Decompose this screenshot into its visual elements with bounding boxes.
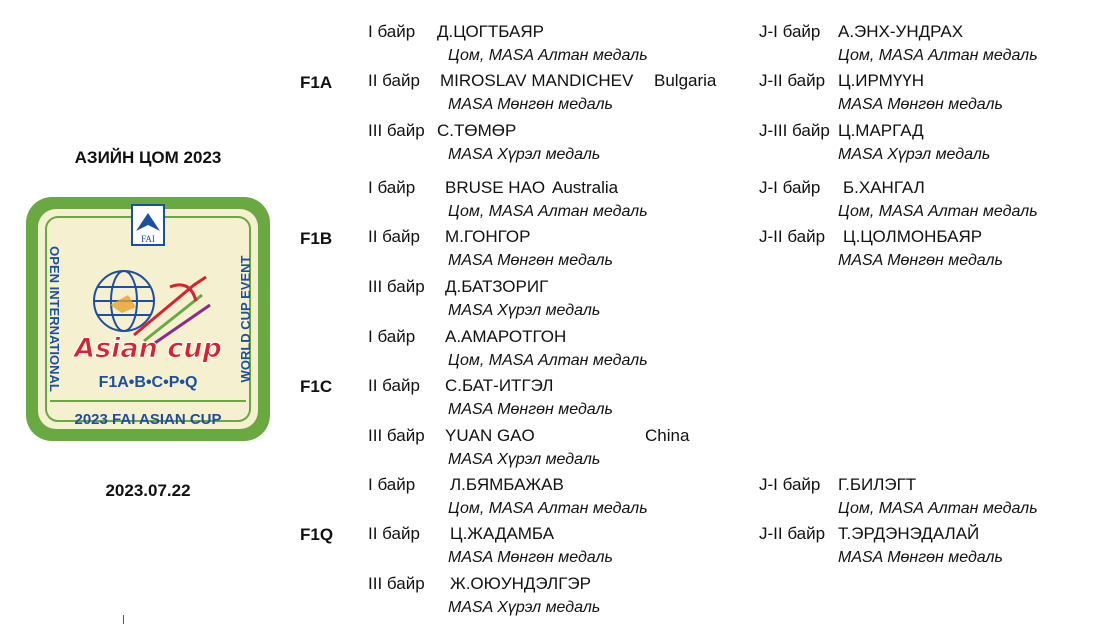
placement-label: I байр xyxy=(368,178,416,197)
page-title: АЗИЙН ЦОМ 2023 xyxy=(74,148,222,167)
winner-name: Д.ЦОГТБАЯР xyxy=(437,22,544,41)
junior-winner-name: Ц.МАРГАД xyxy=(838,120,924,140)
junior-award-text: MASA Мөнгөн медаль xyxy=(838,252,1003,270)
placement-label: I байр xyxy=(368,327,416,346)
divider xyxy=(123,615,124,624)
placement-label: II байр xyxy=(368,227,420,247)
logo-classes-text: F1A•B•C•P•Q xyxy=(98,374,198,391)
junior-award-text: MASA Мөнгөн медаль xyxy=(838,549,1003,567)
winner-name: MIROSLAV MANDICHEV xyxy=(440,71,634,91)
winner-country: Bulgaria xyxy=(654,71,717,91)
placement-label: II байр xyxy=(368,71,420,91)
award-text: MASA Хүрэл медаль xyxy=(448,301,601,319)
award-text: Цом, MASA Алтан медаль xyxy=(448,47,648,64)
award-text: Цом, MASA Алтан медаль xyxy=(448,500,648,517)
junior-award-text: Цом, MASA Алтан медаль xyxy=(838,47,1038,64)
junior-placement-label: J-II байр xyxy=(759,524,826,544)
winner-name: Ж.ОЮУНДЭЛГЭР xyxy=(450,573,591,593)
placement-label: II байр xyxy=(368,376,420,396)
event-date: 2023.07.22 xyxy=(105,481,191,500)
category-code: F1C xyxy=(300,377,333,396)
junior-placement-label: J-I байр xyxy=(759,178,821,197)
category-code: F1A xyxy=(300,73,333,92)
award-text: MASA Хүрэл медаль xyxy=(448,598,601,616)
logo-brand-text: Asian cup xyxy=(74,333,222,364)
junior-award-text: Цом, MASA Алтан медаль xyxy=(838,500,1038,517)
winner-name: YUAN GAO xyxy=(445,425,535,445)
junior-placement-label: J-I байр xyxy=(759,22,821,41)
junior-winner-name: Ц.ЦОЛМОНБАЯР xyxy=(843,227,983,247)
junior-placement-label: J-III байр xyxy=(759,120,830,140)
winner-name: Д.БАТЗОРИГ xyxy=(445,276,549,296)
junior-winner-name: Б.ХАНГАЛ xyxy=(843,178,925,197)
award-text: Цом, MASA Алтан медаль xyxy=(448,352,648,369)
winner-name: BRUSE HAO xyxy=(445,178,546,197)
logo-bottom-text: 2023 FAI ASIAN CUP xyxy=(74,411,222,428)
winner-name: Л.БЯМБАЖАВ xyxy=(450,475,564,494)
award-text: MASA Мөнгөн медаль xyxy=(448,96,613,114)
junior-award-text: MASA Мөнгөн медаль xyxy=(838,96,1003,114)
junior-placement-label: J-I байр xyxy=(759,475,821,494)
category-code: F1Q xyxy=(300,525,334,544)
logo-left-text: OPEN INTERNATIONAL xyxy=(47,246,62,392)
winner-name: Ц.ЖАДАМБА xyxy=(450,524,555,544)
placement-label: I байр xyxy=(368,475,416,494)
placement-label: III байр xyxy=(368,425,425,445)
placement-label: III байр xyxy=(368,120,425,140)
placement-label: I байр xyxy=(368,22,416,41)
asian-cup-logo xyxy=(24,195,272,443)
category-code: F1B xyxy=(300,229,333,248)
winner-name: С.БАТ-ИТГЭЛ xyxy=(445,376,554,396)
winner-name: А.АМАРОТГОН xyxy=(445,327,567,346)
winner-country: Australia xyxy=(552,178,619,197)
junior-winner-name: А.ЭНХ-УНДРАХ xyxy=(838,22,964,41)
winner-name: М.ГОНГОР xyxy=(445,227,531,247)
junior-winner-name: Ц.ИРМҮҮН xyxy=(838,71,925,91)
junior-placement-label: J-II байр xyxy=(759,227,826,247)
junior-winner-name: Г.БИЛЭГТ xyxy=(838,475,917,494)
award-text: Цом, MASA Алтан медаль xyxy=(448,203,648,220)
award-text: MASA Хүрэл медаль xyxy=(448,145,601,163)
junior-placement-label: J-II байр xyxy=(759,71,826,91)
award-text: MASA Мөнгөн медаль xyxy=(448,401,613,419)
junior-award-text: Цом, MASA Алтан медаль xyxy=(838,203,1038,220)
fai-emblem xyxy=(132,205,164,245)
fai-text: FAI xyxy=(141,234,155,244)
placement-label: III байр xyxy=(368,276,425,296)
junior-winner-name: Т.ЭРДЭНЭДАЛАЙ xyxy=(838,524,980,544)
award-text: MASA Хүрэл медаль xyxy=(448,450,601,468)
junior-award-text: MASA Хүрэл медаль xyxy=(838,145,991,163)
winner-name: С.ТӨМӨР xyxy=(437,120,517,140)
award-text: MASA Мөнгөн медаль xyxy=(448,252,613,270)
placement-label: II байр xyxy=(368,524,420,544)
award-text: MASA Мөнгөн медаль xyxy=(448,549,613,567)
winner-country: China xyxy=(645,425,690,445)
logo-right-text: WORLD CUP EVENT xyxy=(238,255,253,383)
placement-label: III байр xyxy=(368,573,425,593)
